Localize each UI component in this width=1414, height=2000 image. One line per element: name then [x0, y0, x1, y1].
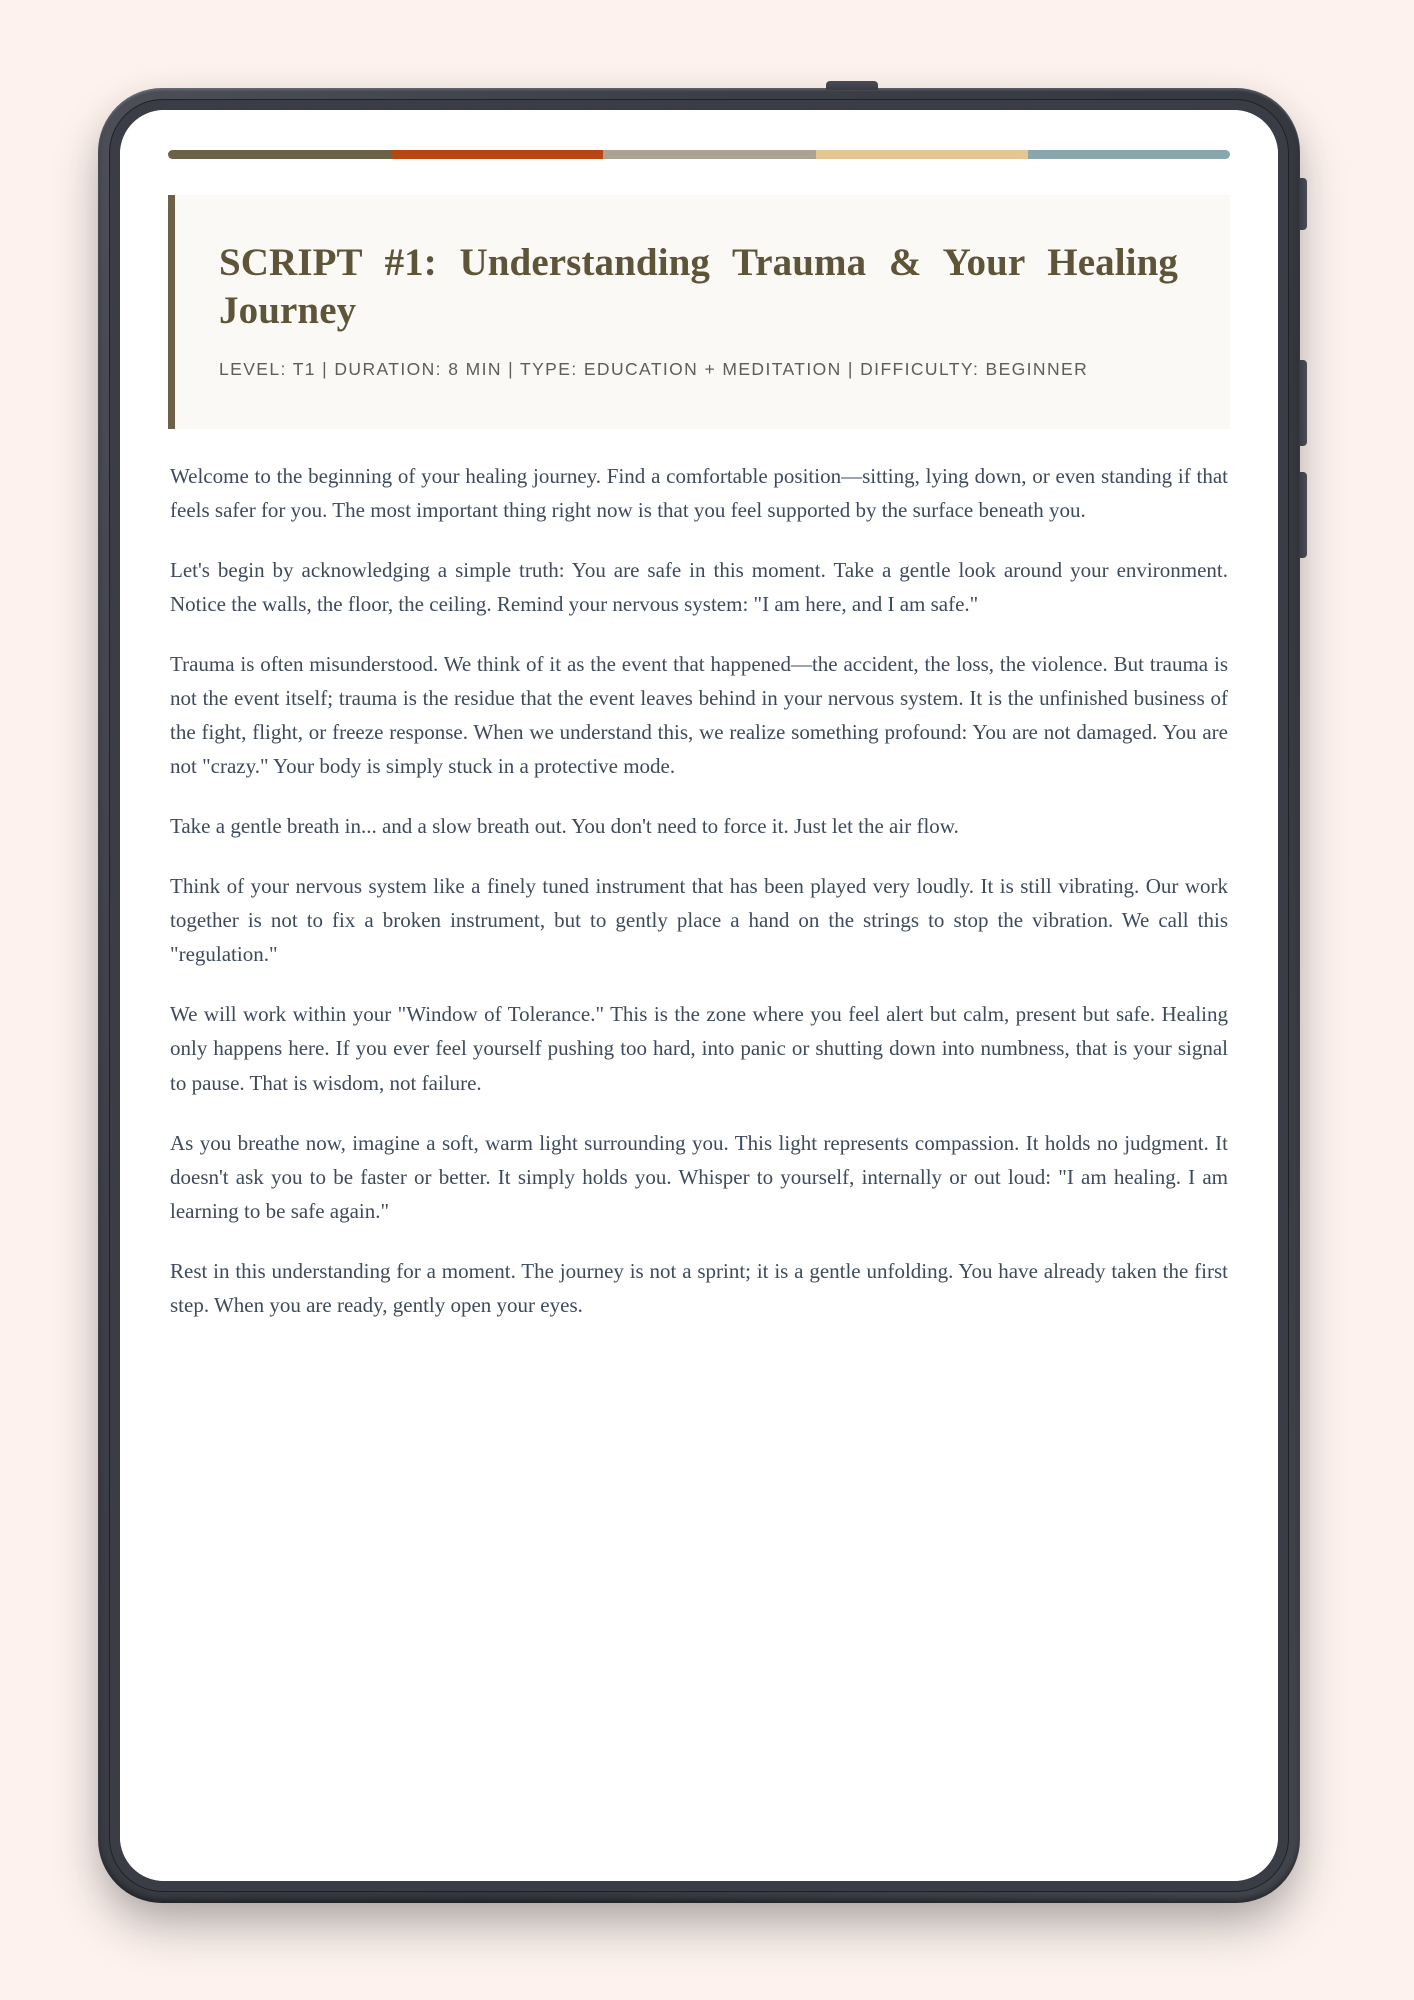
- palette-segment-sand: [816, 150, 1028, 159]
- palette-segment-taupe: [603, 150, 815, 159]
- volume-up-button[interactable]: [1299, 360, 1307, 446]
- script-paragraph: Let's begin by acknowledging a simple truth: You are safe in this moment. Take a gentle look around your environment. Notice the walls, the floor, the ceiling. Remind your nervous system: "I am here, and I am safe.": [170, 558, 1228, 617]
- palette-segment-olive: [168, 150, 391, 159]
- script-paragraph: Welcome to the beginning of your healing journey. Find a comfortable position—sitting, lying down, or even standing if that feels safer for you. The most important thing right now is that you feel supported by the surface beneath you.: [170, 464, 1228, 523]
- palette-bar: [168, 150, 1230, 159]
- document-page: [120, 110, 1278, 1881]
- volume-down-button[interactable]: [1299, 472, 1307, 558]
- tablet-device: [98, 88, 1300, 1903]
- tablet-screen: [120, 110, 1278, 1881]
- script-paragraph: Trauma is often misunderstood. We think of it as the event that happened—the accident, the loss, the violence. But trauma is not the event itself; trauma is the residue that the event leaves behind in your nervous system. It is the unfinished business of the fight, flight, or freeze response. When we understand this, we realize something profound: You are not damaged. You are not "crazy." Your body is simply stuck in a protective mode.: [170, 652, 1228, 779]
- script-paragraph: Think of your nervous system like a finely tuned instrument that has been played very loudly. It is still vibrating. Our work together is not to fix a broken instrument, but to gently place a hand on the strings to stop the vibration. We call this "regulation.": [170, 874, 1228, 967]
- page-title: SCRIPT #1: Understanding Trauma & Your Healing Journey: [219, 241, 1178, 332]
- palette-segment-slate-blue: [1028, 150, 1230, 159]
- script-paragraph: As you breathe now, imagine a soft, warm light surrounding you. This light represents compassion. It holds no judgment. It doesn't ask you to be faster or better. It simply holds you. Whisper to yourself, internally or out loud: "I am healing. I am learning to be safe again.": [170, 1130, 1228, 1223]
- script-paragraph: Take a gentle breath in... and a slow breath out. You don't need to force it. Just let the air flow.: [170, 814, 959, 839]
- silent-switch[interactable]: [1299, 178, 1307, 230]
- script-paragraph: Rest in this understanding for a moment. The journey is not a sprint; it is a gentle unfolding. You have already taken the first step. When you are ready, gently open your eyes.: [170, 1258, 1228, 1317]
- power-button[interactable]: [826, 81, 878, 90]
- script-header-card: [168, 195, 1230, 429]
- palette-segment-rust: [391, 150, 603, 159]
- script-body: [168, 459, 1230, 1321]
- script-metadata: LEVEL: T1 | DURATION: 8 MIN | TYPE: EDUCATION + MEDITATION | DIFFICULTY: BEGINNER: [219, 359, 1089, 380]
- script-paragraph: We will work within your "Window of Tolerance." This is the zone where you feel alert but calm, present but safe. Healing only happens here. If you ever feel yourself pushing too hard, into panic or shutting down into numbness, that is your signal to pause. That is wisdom, not failure.: [170, 1002, 1228, 1095]
